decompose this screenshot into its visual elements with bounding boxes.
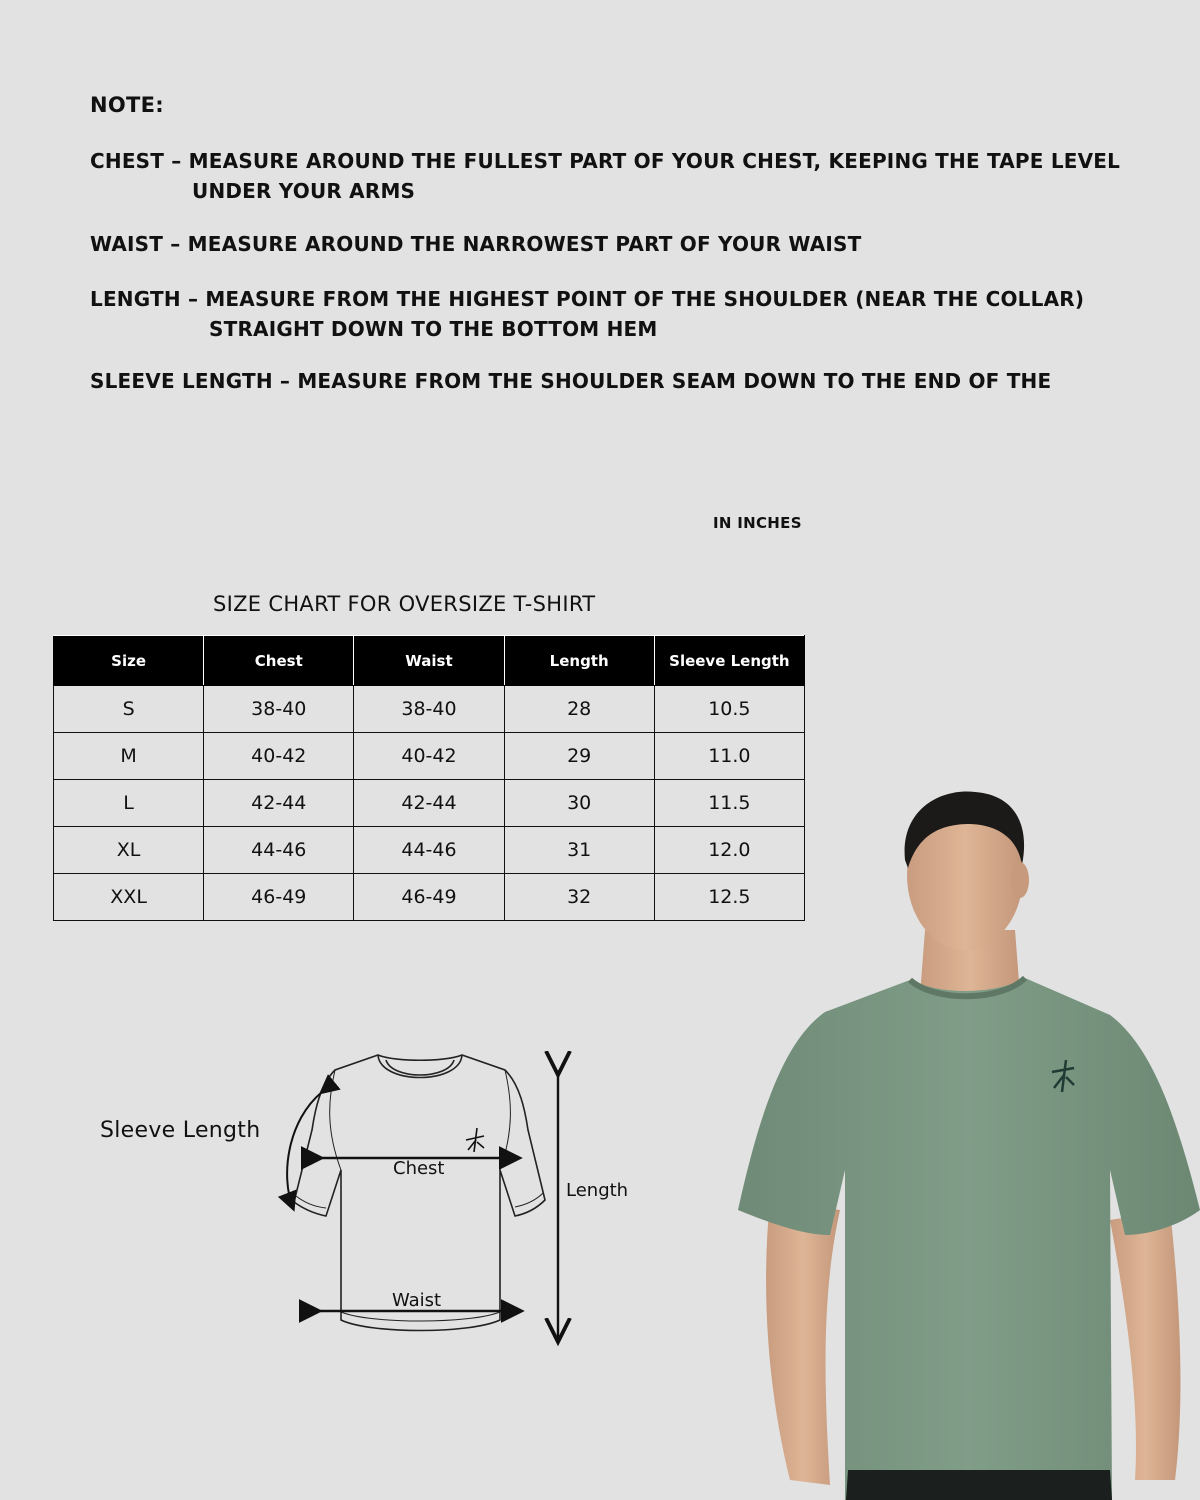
cell-sleeve-length: 10.5: [654, 686, 804, 733]
cell-sleeve-length: 11.0: [654, 733, 804, 780]
units-label: IN INCHES: [713, 514, 802, 532]
cell-waist: 40-42: [354, 733, 504, 780]
note-term: CHEST –: [90, 149, 182, 173]
cell-size: L: [54, 780, 204, 827]
cell-length: 30: [504, 780, 654, 827]
cell-chest: 44-46: [204, 827, 354, 874]
cell-sleeve-length: 12.5: [654, 874, 804, 921]
header-sleeve-length: Sleeve Length: [654, 636, 804, 686]
table-header-row: [54, 636, 805, 686]
note-waist: [90, 229, 862, 259]
cell-sleeve-length: 11.5: [654, 780, 804, 827]
cell-chest: 40-42: [204, 733, 354, 780]
cell-size: M: [54, 733, 204, 780]
cell-length: 28: [504, 686, 654, 733]
note-chest: [90, 146, 1120, 206]
note-text: MEASURE FROM THE SHOULDER SEAM DOWN TO THE END OF THE: [297, 369, 1052, 393]
sleeve-length-label: Sleeve Length: [100, 1118, 261, 1143]
length-label: Length: [566, 1180, 629, 1201]
header-waist: Waist: [354, 636, 504, 686]
table-row: [54, 780, 805, 827]
note-term: WAIST –: [90, 232, 181, 256]
cell-chest: 46-49: [204, 874, 354, 921]
table-row: [54, 686, 805, 733]
cell-sleeve-length: 12.0: [654, 827, 804, 874]
model-photo: [730, 780, 1200, 1500]
header-length: Length: [504, 636, 654, 686]
note-text-cont: STRAIGHT DOWN TO THE BOTTOM HEM: [209, 317, 658, 341]
table-row: [54, 733, 805, 780]
table-row: [54, 874, 805, 921]
header-size: Size: [54, 636, 204, 686]
note-sleeve-length: [90, 366, 1051, 396]
size-chart-title: SIZE CHART FOR OVERSIZE T-SHIRT: [213, 592, 596, 616]
cell-waist: 38-40: [354, 686, 504, 733]
cell-waist: 42-44: [354, 780, 504, 827]
cell-size: XL: [54, 827, 204, 874]
cell-length: 31: [504, 827, 654, 874]
cell-chest: 42-44: [204, 780, 354, 827]
note-text: MEASURE AROUND THE FULLEST PART OF YOUR CHEST, KEEPING THE TAPE LEVEL: [188, 149, 1121, 173]
cell-chest: 38-40: [204, 686, 354, 733]
cell-length: 29: [504, 733, 654, 780]
chest-label: Chest: [393, 1158, 445, 1179]
note-title: NOTE:: [90, 93, 164, 117]
note-length: [90, 284, 1084, 344]
note-text-cont: UNDER YOUR ARMS: [192, 179, 416, 203]
cell-waist: 44-46: [354, 827, 504, 874]
size-chart-table: [53, 635, 805, 921]
note-text: MEASURE AROUND THE NARROWEST PART OF YOUR WAIST: [187, 232, 862, 256]
waist-label: Waist: [392, 1290, 442, 1311]
tshirt-measurement-diagram: [0, 1040, 700, 1370]
cell-length: 32: [504, 874, 654, 921]
cell-waist: 46-49: [354, 874, 504, 921]
note-term: LENGTH –: [90, 287, 199, 311]
note-term: SLEEVE LENGTH –: [90, 369, 291, 393]
table-row: [54, 827, 805, 874]
cell-size: S: [54, 686, 204, 733]
cell-size: XXL: [54, 874, 204, 921]
note-text: MEASURE FROM THE HIGHEST POINT OF THE SHOULDER (NEAR THE COLLAR): [205, 287, 1085, 311]
header-chest: Chest: [204, 636, 354, 686]
